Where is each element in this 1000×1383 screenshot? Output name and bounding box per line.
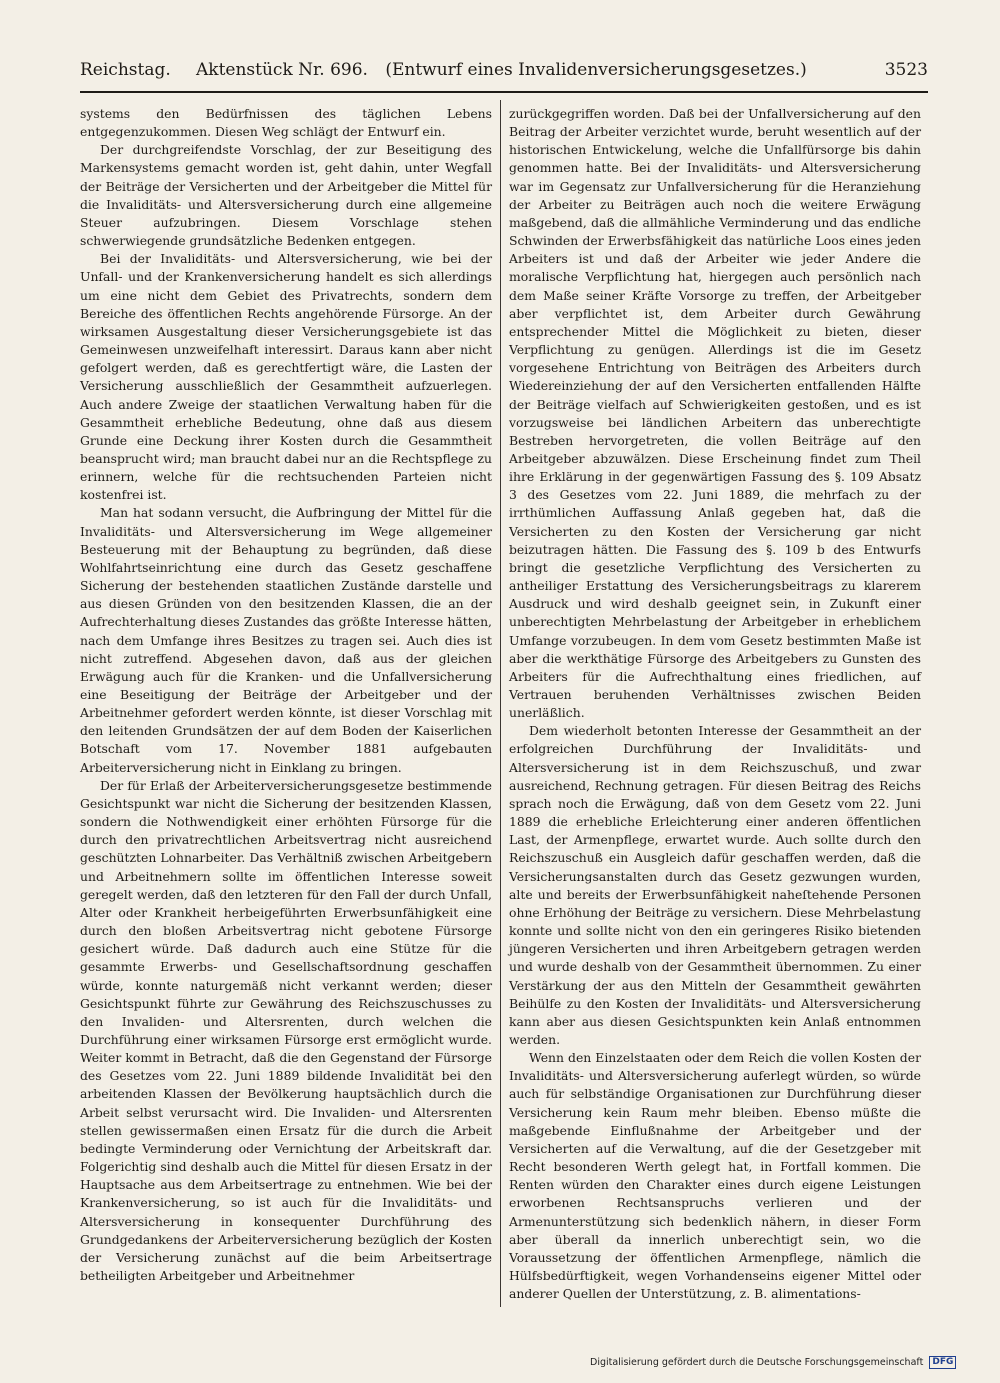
header-document: Aktenstück Nr. 696. xyxy=(196,60,368,80)
column-divider xyxy=(500,100,501,1307)
paragraph: Dem wiederholt betonten Interesse der Gesammtheit an der erfolgreichen Durchführung der Invaliditäts- und Altersversicherung ist in dem Reichszuschuß, und zwar ausreichend, Rechnung getragen. Für diesen Beitrag des Reichs sprach noch die Erwägung, daß von dem Gesetz vom 22. Juni 1889 die erhebliche Erleichterung einer anderen öffentlichen Last, der Armenpflege, erwartet wurde. Auch sollte durch den Reichszuschuß ein Ausgleich dafür geschaffen werden, daß die Versicherungsanstalten durch das Gesetz gezwungen wurden, alte und bereits der Erwerbsunfähigkeit naheſtehende Personen ohne Erhöhung der Beiträge zu versichern. Diese Mehrbelastung konnte und sollte nicht von den ein geringeres Risiko bietenden jüngeren Versicherten und ihren Arbeitgebern getragen werden und wurde deshalb von der Gesammtheit übernommen. Zu einer Verstärkung der aus den Mitteln der Gesammtheit gewährten Beihülfe zu den Kosten der Invaliditäts- und Altersversicherung kann aber aus diesen Gesichtspunkten kein Anlaß entnommen werden. xyxy=(509,723,921,1047)
paragraph: Man hat sodann versucht, die Aufbringung der Mittel für die Invaliditäts- und Altersversicherung im Wege allgemeiner Besteuerung mit der Behauptung zu begründen, daß diese Wohlfahrtseinrichtung eine durch das Gesetz geschaffene Sicherung der bestehenden staatlichen Zustände darstelle und aus diesen Gründen von den besitzenden Klassen, die an der Aufrechterhaltung dieses Zustandes das größte Interesse hätten, nach dem Umfange ihres Besitzes zu tragen sei. Auch dies ist nicht zutreffend. Abgesehen davon, daß aus der gleichen Erwägung auch für die Kranken- und die Unfallversicherung eine Beseitigung der Beiträge der Arbeitgeber und der Arbeitnehmer gefordert werden könnte, ist dieser Vorschlag mit den leitenden Grundsätzen der auf dem Boden der Kaiserlichen Botschaft vom 17. November 1881 aufgebauten Arbeiterversicherung nicht in Einklang zu bringen. xyxy=(80,505,492,775)
paragraph: zurückgegriffen worden. Daß bei der Unfallversicherung auf den Beitrag der Arbeiter verzichtet wurde, beruht wesentlich auf der historischen Entwickelung, welche die Unfallfürsorge bis dahin genommen hatte. Bei der Invaliditäts- und Altersversicherung war im Gegensatz zur Unfallversicherung für die Heranziehung der Arbeiter zu Beiträgen auch noch die weitere Erwägung maßgebend, daß die allmähliche Verminderung und das endliche Schwinden der Erwerbsfähigkeit das natürliche Loos eines jeden Arbeiters ist und daß der Arbeiter wie jeder Andere die moralische Verpflichtung hat, hiergegen auch persönlich nach dem Maße seiner Kräfte Vorsorge zu treffen, der Arbeitgeber aber verpflichtet ist, dem Arbeiter durch Gewährung entsprechender Mittel die Möglichkeit zu bieten, dieser Verpflichtung zu genügen. Allerdings ist die im Gesetz vorgesehene Entrichtung von Beiträgen des Arbeiters durch Wiedereinziehung der auf den Versicherten entfallenden Hälfte der Beiträge vielfach auf Schwierigkeiten gestoßen, und es ist vorzugsweise bei ländlichen Arbeitern das unberechtigte Bestreben hervorgetreten, die vollen Beiträge auf den Arbeitgeber abzuwälzen. Diese Erscheinung findet zum Theil ihre Erklärung in der gegenwärtigen Fassung des §. 109 Absatz 3 des Gesetzes vom 22. Juni 1889, die mehrfach zu der irrthümlichen Auffassung Anlaß gegeben hat, daß die Versicherten zu den Kosten der Versicherung gar nicht beizutragen hätten. Die Fassung des §. 109 b des Entwurfs bringt die gesetzliche Verpflichtung des Versicherten zu antheiliger Erstattung des Versicherungsbeitrags zu klarerem Ausdruck und wird deshalb geeignet sein, in Zukunft einer unberechtigten Mehrbelastung der Arbeitgeber in erheblichem Umfange vorzubeugen. In dem vom Gesetz bestimmten Maße ist aber die werkthätige Fürsorge des Arbeitgebers zu Gunsten des Arbeiters für die Aufrechthaltung eines friedlichen, auf Vertrauen beruhenden Verhältnisses zwischen Beiden unerläßlich. xyxy=(509,106,921,721)
dfg-logo-icon: DFG xyxy=(929,1356,956,1369)
header-subject: (Entwurf eines Invalidenversicherungsgesetzes.) xyxy=(385,60,807,80)
header-title xyxy=(196,60,807,80)
right-column xyxy=(509,105,921,1303)
paragraph: Der für Erlaß der Arbeiterversicherungsgesetze bestimmende Gesichtspunkt war nicht die Sicherung der besitzenden Klassen, sondern die Nothwendigkeit einer erhöhten Fürsorge für die durch den privatrechtlichen Arbeitsvertrag nicht ausreichend geschützten Lohnarbeiter. Das Verhältniß zwischen Arbeitgebern und Arbeitnehmern sollte im öffentlichen Interesse soweit geregelt werden, daß den letzteren für den Fall der durch Unfall, Alter oder Krankheit herbeigeführten Erwerbsunfähigkeit eine durch den bloßen Arbeitsvertrag nicht gebotene Fürsorge gesichert würde. Daß dadurch auch eine Stütze für die gesammte Erwerbs- und Gesellschaftsordnung geschaffen würde, konnte naturgemäß nicht verkannt werden; dieser Gesichtspunkt führte zur Gewährung des Reichszuschusses zu den Invaliden- und Altersrenten, durch welchen die Durchführung einer wirksamen Fürsorge erst ermöglicht wurde. Weiter kommt in Betracht, daß die den Gegenstand der Fürsorge des Gesetzes vom 22. Juni 1889 bildende Invalidität bei den arbeitenden Klassen der Bevölkerung hauptsächlich durch die Arbeit selbst verursacht wird. Die Invaliden- und Altersrenten stellen gewissermaßen einen Ersatz für die durch die Arbeit bedingte Verminderung oder Vernichtung der Arbeitskraft dar. Folgerichtig sind deshalb auch die Mittel für diesen Ersatz in der Hauptsache aus dem Arbeitsertrage zu entnehmen. Wie bei der Krankenversicherung, so ist auch für die Invaliditäts- und Altersversicherung in konsequenter Durchführung des Grundgedankens der Arbeiterversicherung bezüglich der Kosten der Versicherung zunächst auf die beim Arbeitsertrage betheiligten Arbeitgeber und Arbeitnehmer xyxy=(80,777,492,1283)
footer-credit: Digitalisierung gefördert durch die Deutsche Forschungsgemeinschaft xyxy=(590,1357,924,1368)
header-rule xyxy=(80,91,928,93)
paragraph: Der durchgreifendste Vorschlag, der zur Beseitigung des Markensystems gemacht worden ist, geht dahin, unter Wegfall der Beiträge der Versicherten und der Arbeitgeber die Mittel für die Invaliditäts- und Altersversicherung durch eine allgemeine Steuer aufzubringen. Diesem Vorschlage stehen schwerwiegende grundsätzliche Bedenken entgegen. xyxy=(80,142,492,249)
footer xyxy=(590,1356,980,1374)
paragraph: Wenn den Einzelstaaten oder dem Reich die vollen Kosten der Invaliditäts- und Altersversicherung auferlegt würden, so würde auch für selbständige Organisationen zur Durchführung dieser Versicherung kein Raum mehr bleiben. Ebenso müßte die maßgebende Einflußnahme der Arbeitgeber und der Versicherten auf die Verwaltung, auf die der Gesetzgeber mit Recht besonderen Werth gelegt hat, in Fortfall kommen. Die Renten würden den Charakter eines durch eigene Leistungen erworbenen Rechtsanspruchs verlieren und der Armenunterstützung sich bedenklich nähern, in dieser Form aber überall da innerlich unberechtigt sein, wo die Voraussetzung der öffentlichen Armenpflege, nämlich die Hülfsbedürftigkeit, wegen Vorhandenseins eigener Mittel oder anderer Quellen der Unterstützung, z. B. alimentations- xyxy=(509,1050,921,1302)
paragraph: Bei der Invaliditäts- und Altersversicherung, wie bei der Unfall- und der Krankenversicherung handelt es sich allerdings um eine nicht dem Gebiet des Privatrechts, sondern dem Bereiche des öffentlichen Rechts angehörende Fürsorge. An der wirksamen Ausgestaltung dieser Versicherungsgebiete ist das Gemeinwesen unzweifelhaft interessirt. Daraus kann aber nicht gefolgert werden, daß es gerechtfertigt wäre, die Lasten der Versicherung ausschließlich der Gesammtheit aufzuerlegen. Auch andere Zweige der staatlichen Verwaltung haben für die Gesammtheit erhebliche Bedeutung, ohne daß aus diesem Grunde eine Deckung ihrer Kosten durch die Gesammtheit beansprucht wird; man braucht dabei nur an die Rechtspflege zu erinnern, welche für die rechtsuchenden Parteien nicht kostenfrei ist. xyxy=(80,251,492,503)
page-number: 3523 xyxy=(884,60,928,80)
left-column xyxy=(80,105,492,1285)
paragraph: systems den Bedürfnissen des täglichen Lebens entgegenzukommen. Diesen Weg schlägt der Entwurf ein. xyxy=(80,106,492,140)
page-header xyxy=(80,60,928,86)
header-journal: Reichstag. xyxy=(80,60,171,80)
